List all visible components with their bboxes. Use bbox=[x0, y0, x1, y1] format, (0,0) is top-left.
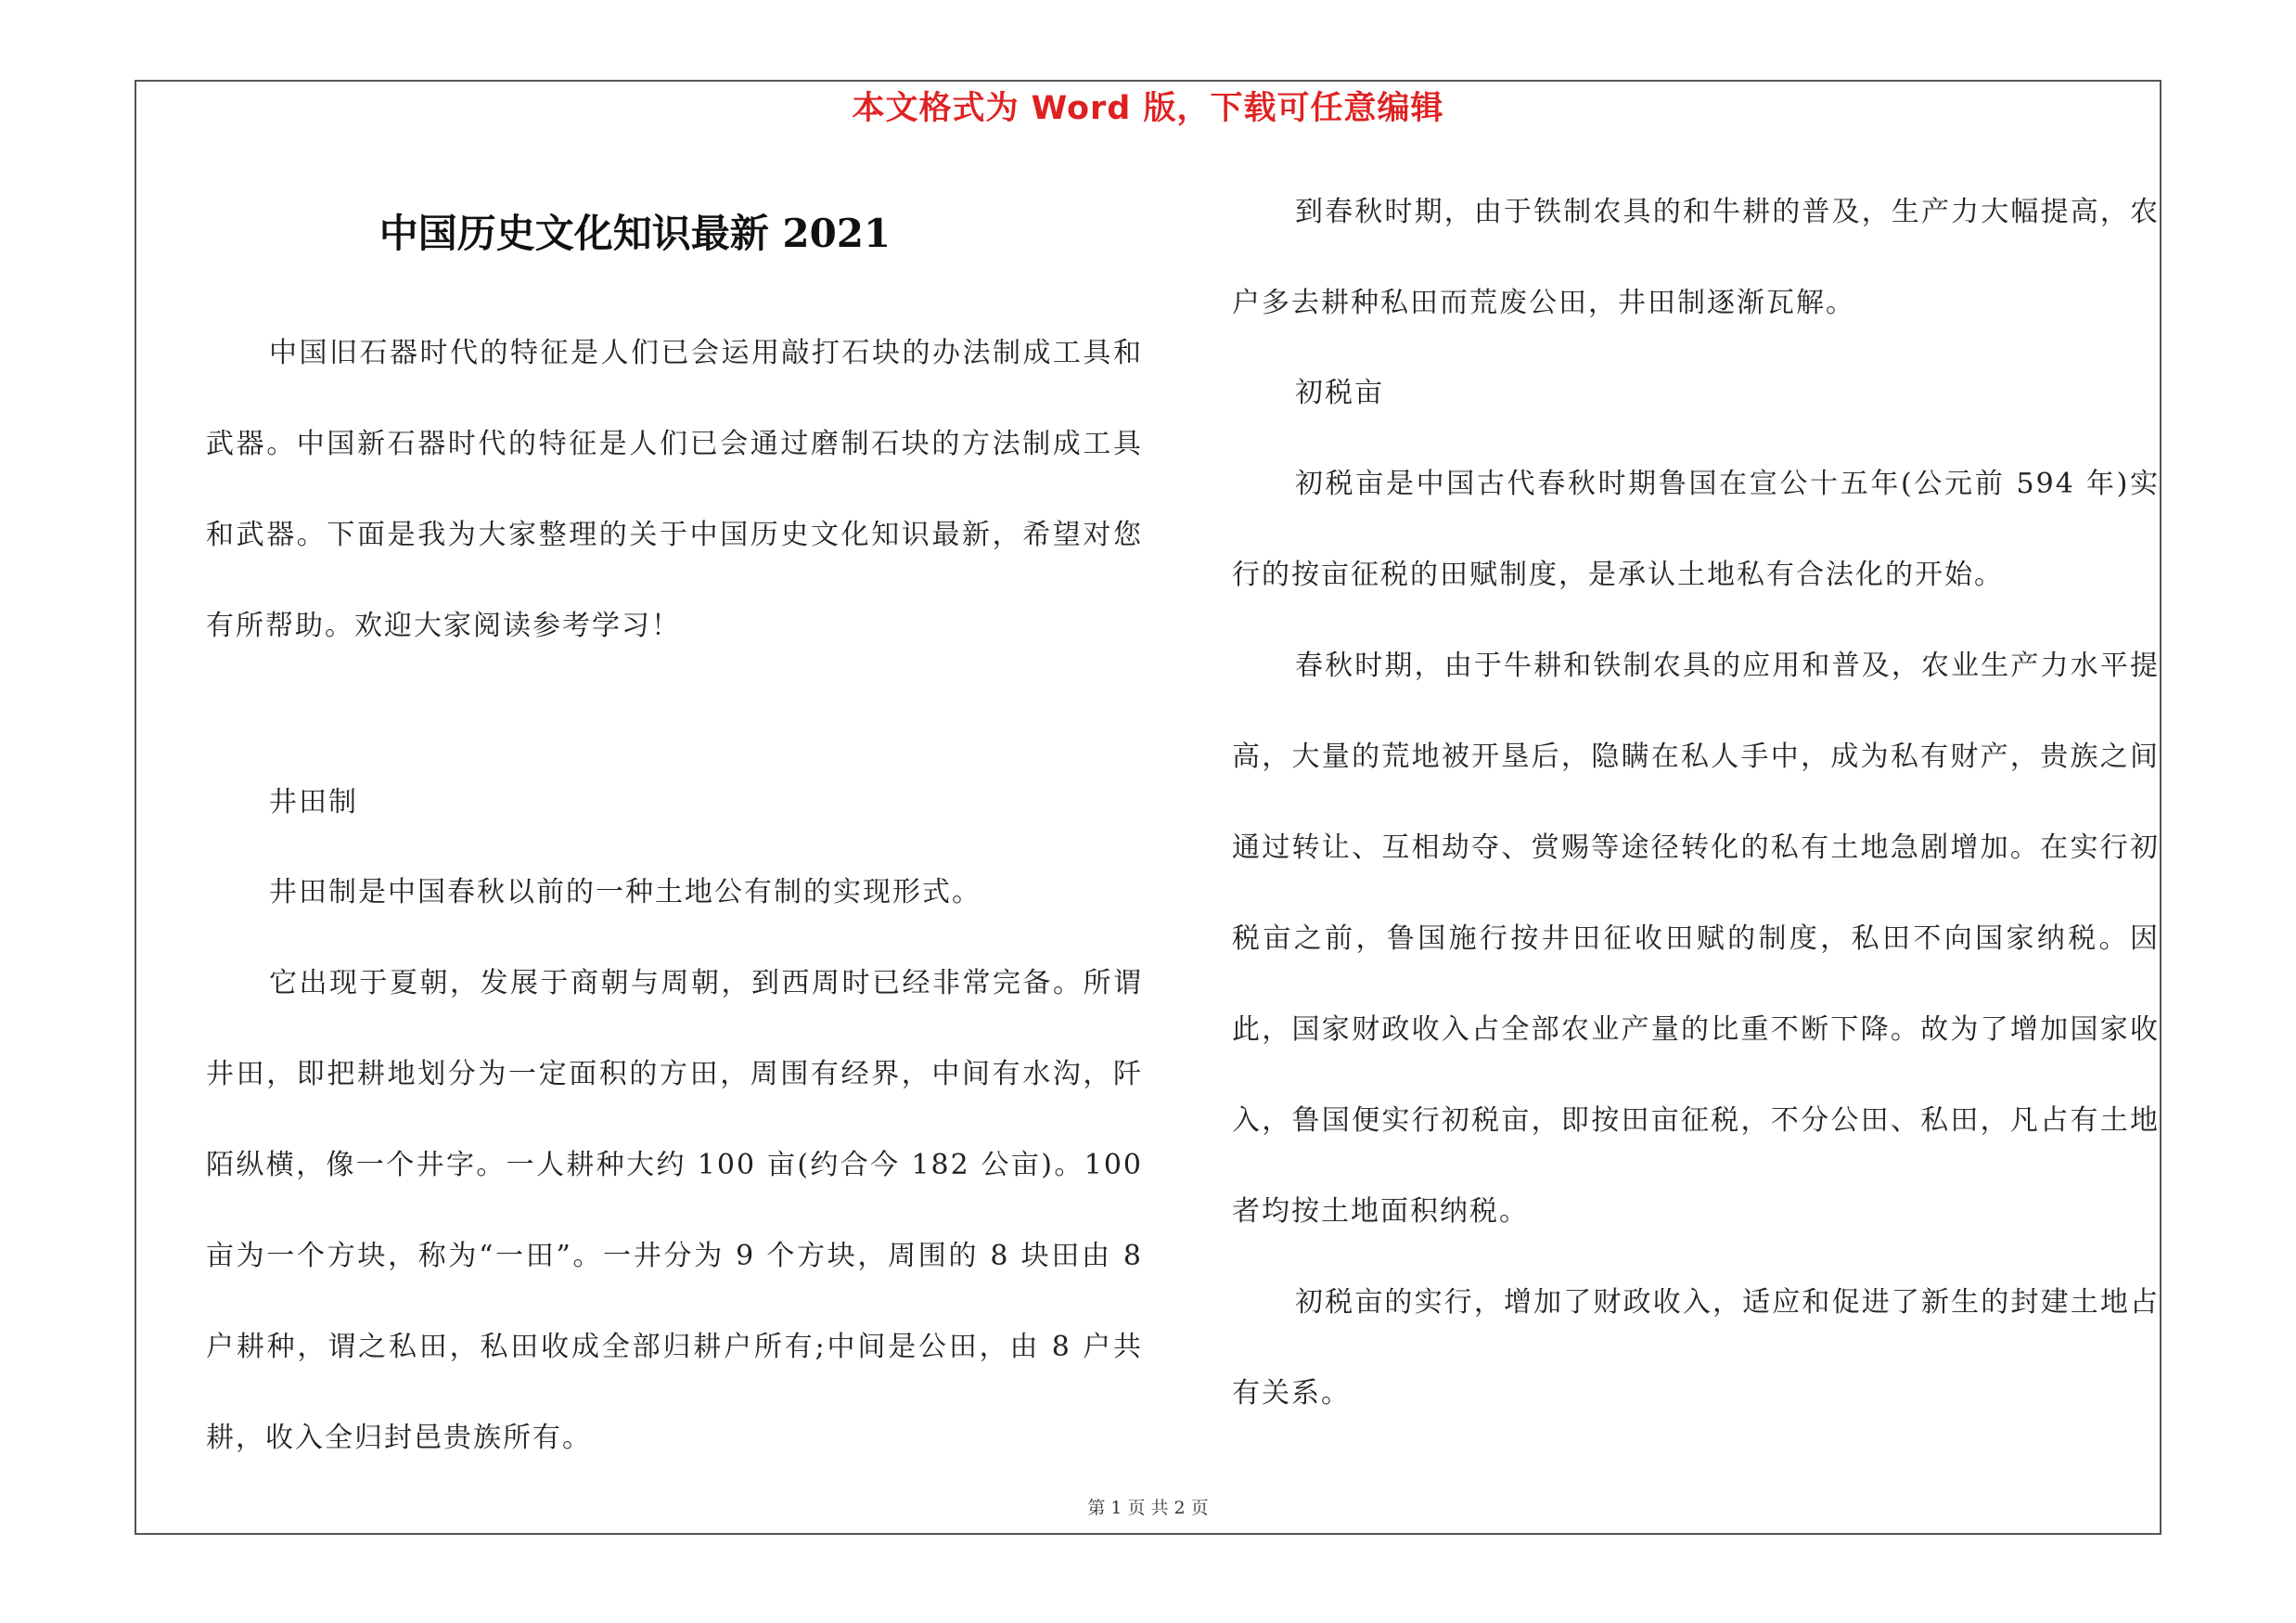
chushuimu-paragraph-2: 春秋时期，由于牛耕和铁制农具的应用和普及，农业生产力水平提高，大量的荒地被开垦后，隐瞒在私人手中，成为私有财产，贵族之间通过转让、互相劫夺、赏赐等途径转化的私有土地急剧增加。在实行初税亩之前，鲁国施行按井田征收田赋的制度，私田不向国家纳税。因此，国家财政收入占全部农业产量的比重不断下降。故为了增加国家收入，鲁国便实行初税亩，即按田亩征税，不分公田、私田，凡占有土地者均按土地面积纳税。 bbox=[1232, 650, 2160, 1228]
jingtian-paragraph-1: 井田制是中国春秋以前的一种土地公有制的实现形式。 bbox=[269, 876, 981, 908]
chushuimu-paragraph-1: 初税亩是中国古代春秋时期鲁国在宣公十五年(公元前 594 年)实行的按亩征税的田赋制度，是承认土地私有合法化的开始。 bbox=[1232, 468, 2160, 591]
document-title: 中国历史文化知识最新 2021 bbox=[378, 211, 891, 256]
section-heading-jingtian: 井田制 bbox=[269, 786, 358, 818]
word-format-banner: 本文格式为 Word 版，下载可任意编辑 bbox=[852, 90, 1444, 127]
page-number-footer: 第 1 页 共 2 页 bbox=[1087, 1498, 1209, 1518]
intro-paragraph: 中国旧石器时代的特征是人们已会运用敲打石块的办法制成工具和武器。中国新石器时代的特征是人们已会通过磨制石块的方法制成工具和武器。下面是我为大家整理的关于中国历史文化知识最新，希望对您有所帮助。欢迎大家阅读参考学习！ bbox=[206, 337, 1143, 642]
jingtian-paragraph-2: 它出现于夏朝，发展于商朝与周朝，到西周时已经非常完备。所谓井田，即把耕地划分为一定面积的方田，周围有经界，中间有水沟，阡陌纵横，像一个井字。一人耕种大约 100 亩(约合今 182 公亩)。100 亩为一个方块，称为“一田”。一井分为 9 个方块，周围的 8 块田由 8 户耕种，谓之私田，私田收成全部归耕户所有;中间是公田，由 8 户共耕，收入全归封邑贵族所有。 bbox=[206, 967, 1143, 1454]
chushuimu-paragraph-3: 初税亩的实行，增加了财政收入，适应和促进了新生的封建土地占有关系。 bbox=[1232, 1286, 2160, 1410]
decline-paragraph: 到春秋时期，由于铁制农具的和牛耕的普及，生产力大幅提高，农户多去耕种私田而荒废公田，井田制逐渐瓦解。 bbox=[1232, 196, 2160, 319]
section-heading-chushuimu: 初税亩 bbox=[1295, 377, 1384, 409]
